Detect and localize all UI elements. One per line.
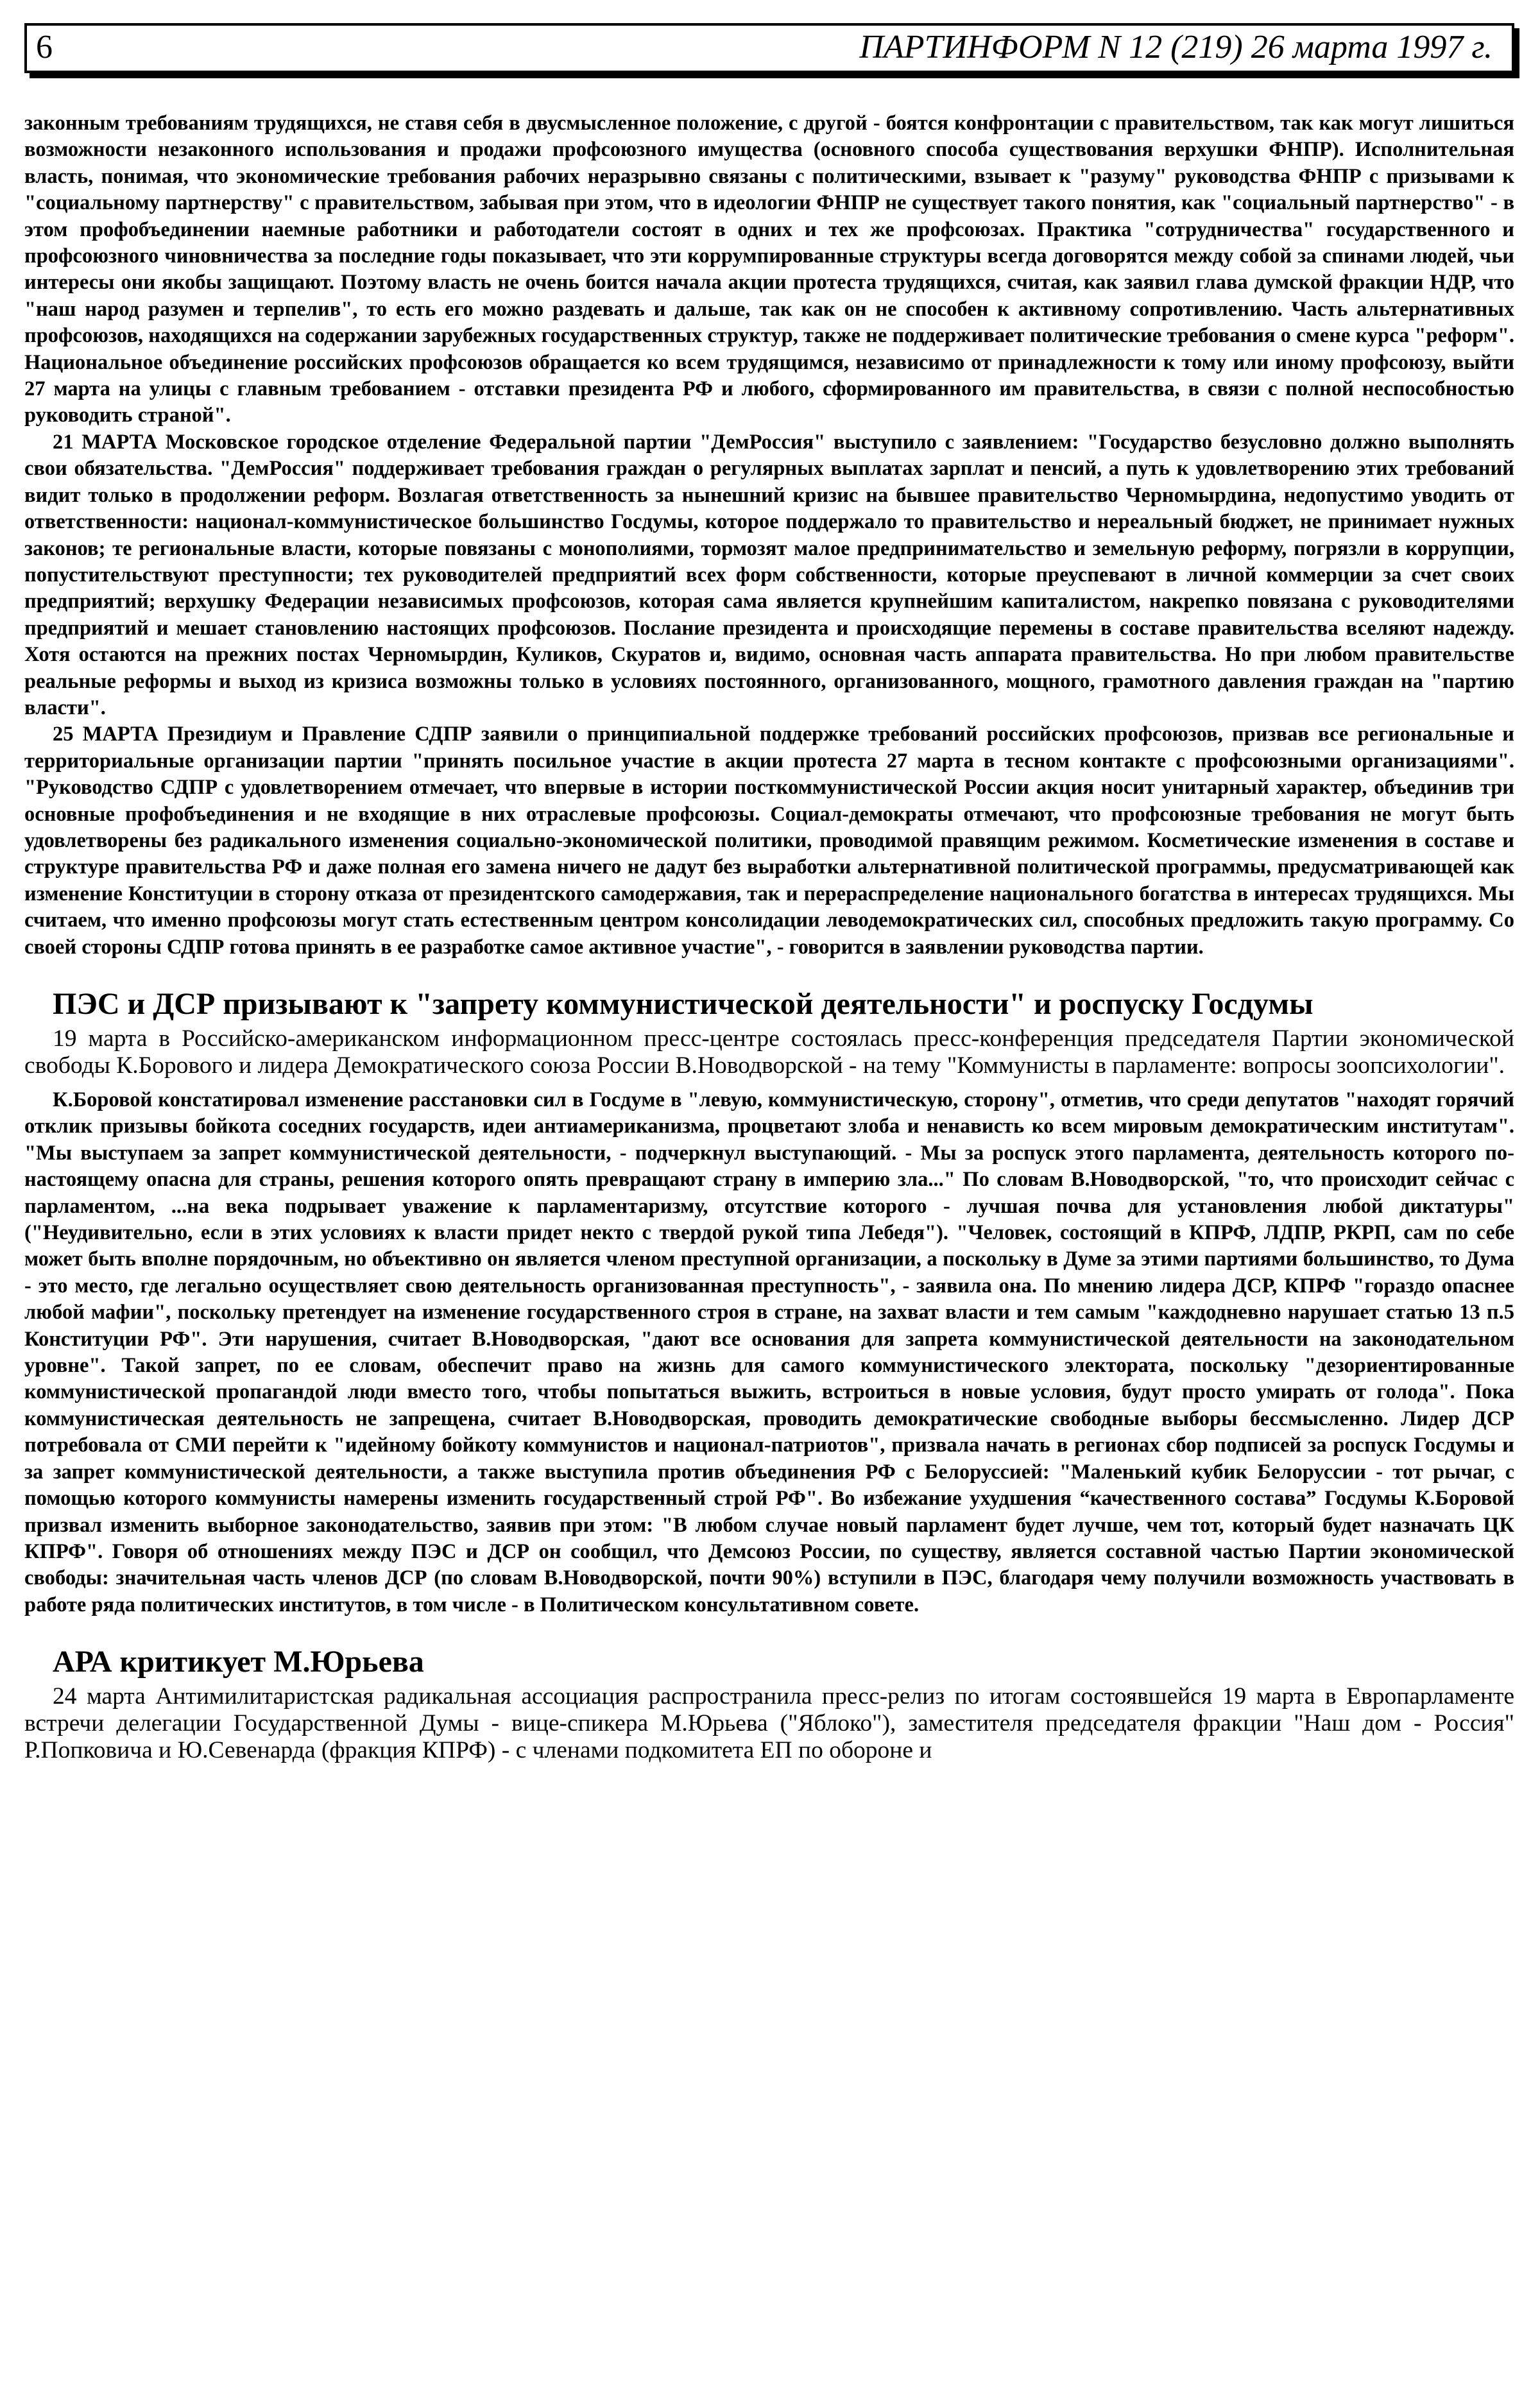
section-body-pes-dsr: К.Боровой констатировал изменение расстановки сил в Госдуме в "левую, коммунистическую, сторону", отметив, что среди депутатов "находят горячий отклик призывы бойкота соседних государств, идеи антиамериканизма, процветают злоба и ненависть ко всем мировым демократическим институтам". "Мы выступаем за запрет коммунистической деятельности, - подчеркнул выступающий. - Мы за роспуск этого парламента, деятельность которого по-настоящему опасна для страны, решения которого опять превращают страну в империю зла..." По словам В.Новодворской, "то, что происходит сейчас с парламентом, ...на века подрывает уважение к парламентаризму, отсутствие которого - лучшая почва для установления любой диктатуры" ("Неудивительно, если в этих условиях к власти придет некто с твердой рукой типа Лебедя"). "Человек, состоящий в КПРФ, ЛДПР, РКРП, сам по себе может быть вполне порядочным, но объективно он является членом преступной организации, а поскольку в Думе за этими партиями большинство, то Дума - это место, где легально осуществляет свою деятельность организованная преступность", - заявила она. По мнению лидера ДСР, КПРФ "гораздо опаснее любой мафии", поскольку претендует на изменение государственного строя в стране, на захват власти и тем самым "каждодневно нарушает статью 13 п.5 Конституции РФ". Эти нарушения, считает В.Новодворская, "дают все основания для запрета коммунистической деятельности на законодательном уровне". Такой запрет, по ее словам, обеспечит право на жизнь для самого коммунистического электората, поскольку "дезориентированные коммунистической пропагандой люди вместо того, чтобы попытаться выжить, встроиться в новые условия, будут просто умирать от голода". Пока коммунистическая деятельность не запрещена, считает В.Новодворская, проводить демократические свободные выборы бессмысленно. Лидер ДСР потребовала от СМИ перейти к "идейному бойкоту коммунистов и национал-патриотов", призвала начать в регионах сбор подписей за роспуск Госдумы и за запрет коммунистической деятельности, а также выступила против объединения РФ с Белоруссией: "Маленький кубик Белоруссии - тот рычаг, с помощью которого коммунисты намерены изменить государственный строй РФ". Во избежание ухудшения “качественного состава” Госдумы К.Боровой призвал изменить выборное законодательство, заявив при этом: "В любом случае новый парламент будет лучше, чем тот, который будет назначать ЦК КПРФ". Говоря об отношениях между ПЭС и ДСР он сообщил, что Демсоюз России, по существу, является составной частью Партии экономической свободы: значительная часть членов ДСР (по словам В.Новодворской, почти 90%) вступили в ПЭС, благодаря чему получили возможность участвовать в работе ряда политических институтов, в том числе - в Политическом консультативном совете. [24, 1088, 1514, 1616]
newspaper-page [24, 23, 1514, 1772]
section-heading-ara: АРА критикует М.Юрьева [53, 1645, 424, 1679]
paragraph-continuation: законным требованиям трудящихся, не ставя себя в двусмысленное положение, с другой - боятся конфронтации с правительством, так как могут лишиться возможности незаконного использования и продажи профсоюзного имущества (основного способа существования верхушки ФНПР). Исполнительная власть, понимая, что экономические требования рабочих неразрывно связаны с политическими, взывает к "разуму" руководства ФНПР с призывами к "социальному партнерству" с правительством, забывая при этом, что в идеологии ФНПР не существует такого понятия, как "социальный партнерство" - в этом профобъединении наемные работники и работодатели состоят в одних и тех же профсоюзах. Практика "сотрудничества" государственного и профсоюзного чиновничества за последние годы показывает, что эти коррумпированные структуры всегда договорятся между собой за спинами людей, чьи интересы они якобы защищают. Поэтому власть не очень боится начала акции протеста трудящихся, считая, как заявил глава думской фракции НДР, что "наш народ разумен и терпелив", то есть его можно раздевать и дальше, так как он не способен к активному сопротивлению. Часть альтернативных профсоюзов, находящихся на содержании зарубежных государственных структур, также не поддерживает политические требования о смене курса "реформ". Национальное объединение российских профсоюзов обращается ко всем трудящимся, независимо от принадлежности к тому или иному профсоюзу, выйти 27 марта на улицы с главным требованием - отставки президента РФ и любого, сформированного им правительства, в связи с полной неспособностью руководить страной". [24, 112, 1514, 427]
publication-title: ПАРТИНФОРМ N 12 (219) 26 марта 1997 г. [859, 29, 1493, 65]
page-number: 6 [36, 29, 53, 65]
page-header [24, 23, 1514, 73]
section-heading-pes-dsr: ПЭС и ДСР призывают к "запрету коммунистической деятельности" и роспуску Госдумы [53, 987, 1313, 1021]
paragraph-demrossiya: 21 МАРТА Московское городское отделение Федеральной партии "ДемРоссия" выступило с заявлением: "Государство безусловно должно выполнять свои обязательства. "ДемРоссия" поддерживает требования граждан о регулярных выплатах зарплат и пенсий, а путь к удовлетворению этих требований видит только в продолжении реформ. Возлагая ответственность за нынешний кризис на бывшее правительство Черномырдина, недопустимо уводить от ответственности: национал-коммунистическое большинство Госдумы, которое поддержало то правительство и нереальный бюджет, не принимает нужных законов; те региональные власти, которые повязаны с монополиями, тормозят малое предпринимательство и земельную реформу, погрязли в коррупции, попустительствуют преступности; тех руководителей предприятий всех форм собственности, которые преуспевают в личной коммерции за счет своих предприятий; верхушку Федерации независимых профсоюзов, которая сама является крупнейшим капиталистом, накрепко повязана с руководителями предприятий и мешает становлению настоящих профсоюзов. Послание президента и происходящие перемены в составе правительства вселяют надежду. Хотя остаются на прежних постах Черномырдин, Куликов, Скуратов и, видимо, основная часть аппарата правительства. Но при любом правительстве реальные реформы и выход из кризиса возможны только в условиях постоянного, организованного, мощного, грамотного давления граждан на "партию власти". [24, 430, 1514, 719]
paragraph-sdpr: 25 МАРТА Президиум и Правление СДПР заявили о принципиальной поддержке требований российских профсоюзов, призвав все региональные и территориальные организации партии "принять посильное участие в акции протеста 27 марта в тесном контакте с профсоюзными организациями". "Руководство СДПР с удовлетворением отмечает, что впервые в истории посткоммунистической России акция носит унитарный характер, объединив три основные профобъединения и не входящие в них отраслевые профсоюзы. Социал-демократы отмечают, что профсоюзные требования не могут быть удовлетворены без радикального изменения социально-экономической политики, проводимой правящим режимом. Косметические изменения в составе и структуре правительства РФ и даже полная его замена ничего не дадут без выработки альтернативной политической программы, предусматривающей как изменение Конституции в сторону отказа от президентского самодержавия, так и перераспределение национального богатства в интересах трудящихся. Мы считаем, что именно профсоюзы могут стать естественным центром консолидации леводемократических сил, способных предложить такую программу. Со своей стороны СДПР готова принять в ее разработке самое активное участие", - говорится в заявлении руководства партии. [24, 723, 1514, 959]
section-lead-ara: 24 марта Антимилитаристская радикальная ассоциация распространила пресс-релиз по итогам состоявшейся 19 марта в Европарламенте встречи делегации Государственной Думы - вице-спикера М.Юрьева ("Яблоко"), заместителя председателя фракции "Наш дом - Россия" Р.Попковича и Ю.Севенарда (фракция КПРФ) - с членами подкомитета ЕП по обороне и [24, 1683, 1514, 1764]
section-lead-pes-dsr: 19 марта в Российско-американском информационном пресс-центре состоялась пресс-конференция председателя Партии экономической свободы К.Борового и лидера Демократического союза России В.Новодворской - на тему "Коммунисты в парламенте: вопросы зоопсихологии". [24, 1025, 1514, 1079]
